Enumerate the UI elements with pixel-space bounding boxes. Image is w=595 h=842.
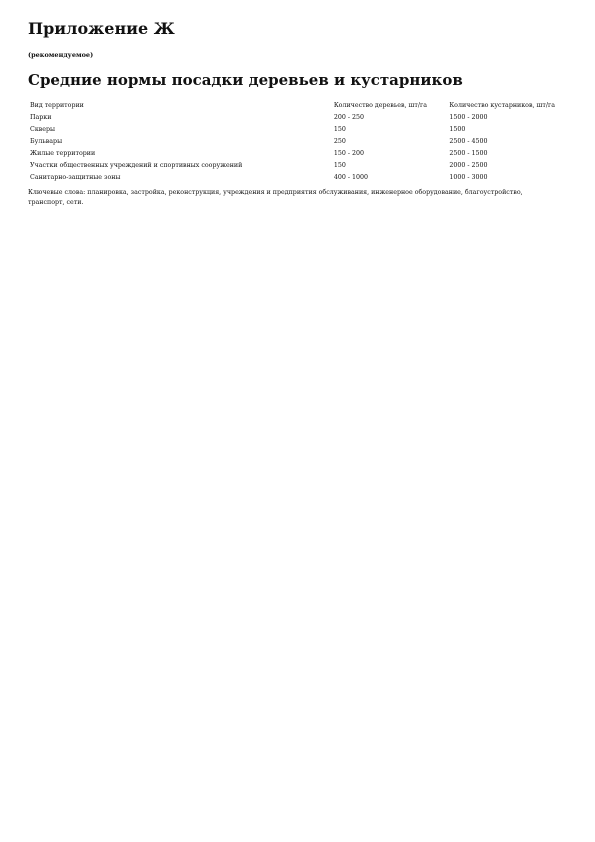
header-trees-count: Количество деревьев, шт/га (333, 102, 428, 109)
trees-count-cell: 150 (333, 162, 346, 169)
shrubs-count-cell: 2000 - 2500 (449, 162, 488, 169)
table-header-row (28, 101, 560, 112)
shrubs-count-cell: 2500 - 4500 (449, 138, 488, 145)
territory-type-cell: Санитарно-защитные зоны (30, 174, 121, 181)
document-page (28, 18, 568, 208)
table-row (28, 160, 560, 172)
territory-type-cell: Бульвары (30, 138, 63, 145)
trees-count-cell: 150 (333, 126, 346, 133)
shrubs-count-cell: 1500 (449, 126, 466, 133)
header-shrubs-count: Количество кустарников, шт/га (449, 102, 556, 109)
keywords-paragraph: Ключевые слова: планировка, застройка, реконструкция, учреждения и предприятия обслуживания, инженерное оборудование, благоустройство, транспорт, сети. (28, 189, 523, 206)
territory-type-cell: Скверы (30, 126, 56, 133)
trees-count-cell: 150 - 200 (333, 150, 364, 157)
trees-count-cell: 200 - 250 (333, 114, 364, 121)
appendix-note: (рекомендуемое) (28, 51, 94, 59)
shrubs-count-cell: 2500 - 1500 (449, 150, 488, 157)
table-row (28, 172, 560, 184)
territory-type-cell: Парки (30, 114, 52, 121)
shrubs-count-cell: 1500 - 2000 (449, 114, 488, 121)
appendix-title: Приложение Ж (28, 19, 175, 38)
trees-count-cell: 250 (333, 138, 346, 145)
table-row (28, 148, 560, 160)
table-row (28, 124, 560, 136)
planting-norms-table (28, 101, 560, 184)
section-title: Средние нормы посадки деревьев и кустарников (28, 71, 463, 89)
table-row (28, 112, 560, 124)
header-territory-type: Вид территории (30, 102, 84, 109)
territory-type-cell: Участки общественных учреждений и спортивных сооружений (30, 162, 243, 169)
trees-count-cell: 400 - 1000 (333, 174, 368, 181)
territory-type-cell: Жилые территории (30, 150, 96, 157)
table-row (28, 136, 560, 148)
shrubs-count-cell: 1000 - 3000 (449, 174, 488, 181)
